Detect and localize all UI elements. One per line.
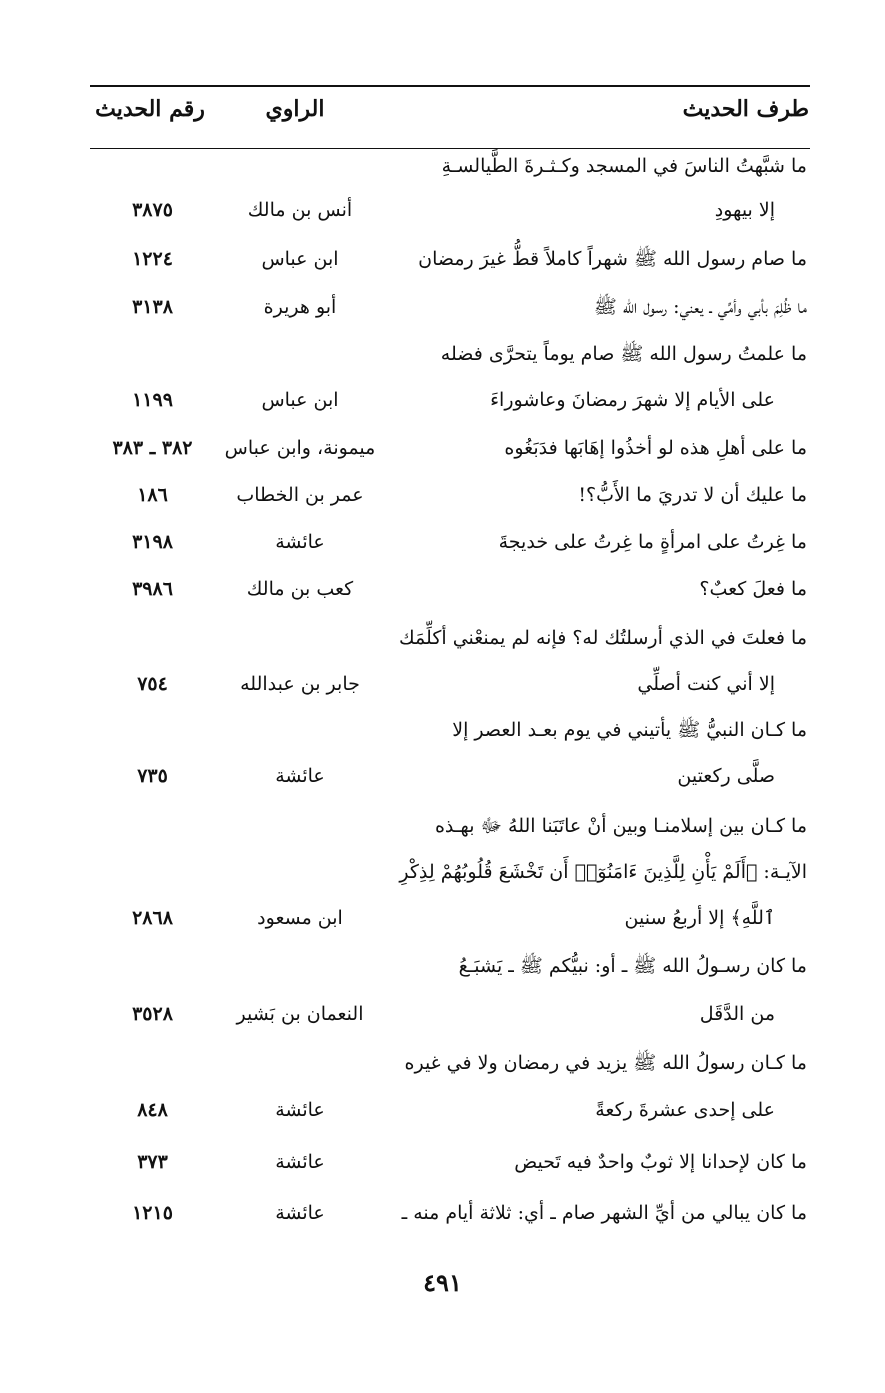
hadith-number: ٧٣٥ xyxy=(137,765,168,787)
narrator: النعمان بن بَشير xyxy=(236,1003,364,1025)
table-row xyxy=(0,1193,885,1233)
top-rule xyxy=(90,85,810,87)
hadith-text: ما علمتُ رسول الله ﷺ صام يوماً يتحرَّى فضله xyxy=(440,343,807,365)
hadith-number: ١١٩٩ xyxy=(132,389,173,411)
table-row xyxy=(0,334,885,374)
hadith-text: ما فعلَ كعبٌ؟ xyxy=(699,578,807,600)
hadith-text: ما شبَّهتُ الناسَ في المسجد وكـثـرةَ الطَّيالسـةِ xyxy=(441,155,807,177)
hadith-text: ما كان رسـولُ الله ﷺ ـ أو: نبيُّكم ﷺ ـ يَشبَـعُ xyxy=(458,955,807,977)
hadith-text: ما كان يبالي من أيِّ الشهر صام ـ أي: ثلاثة أيام منه ـ xyxy=(401,1202,807,1224)
hadith-number: ٣٥٢٨ xyxy=(132,1003,173,1025)
hadith-number: ١٢٢٤ xyxy=(132,248,173,270)
hadith-text: ما على أهلِ هذه لو أخذُوا إهَابَها فدَبَغُوه xyxy=(504,437,807,459)
table-row xyxy=(0,287,885,327)
narrator: أبو هريرة xyxy=(263,296,337,318)
narrator: ابن عباس xyxy=(261,389,339,411)
hadith-text: ما صام رسول الله ﷺ شهراً كاملاً قطُّ غيرَ رمضان xyxy=(418,248,807,270)
hadith-text: الآيـة: ﴿أَلَمْ يَأْنِ لِلَّذِينَ ءَامَنُوٓا۟ أَن تَخْشَعَ قُلُوبُهُمْ لِذِكْرِ xyxy=(399,861,807,883)
table-row xyxy=(0,475,885,515)
narrator: عمر بن الخطاب xyxy=(236,484,364,506)
table-row xyxy=(0,146,885,186)
table-row xyxy=(0,756,885,796)
hadith-text: ما فعلتَ في الذي أرسلتُك له؟ فإنه لم يمنعْني أكلِّمَك xyxy=(399,627,807,649)
hadith-text: ما عليك أن لا تدريَ ما الأَبُّ؟! xyxy=(578,484,807,506)
hadith-number: ٣١٩٨ xyxy=(132,531,173,553)
hadith-text: على الأيام إلا شهرَ رمضانَ وعاشوراءَ xyxy=(490,389,775,411)
hadith-text: ما كـان رسولُ الله ﷺ يزيد في رمضان ولا في غيره xyxy=(404,1052,807,1074)
table-row xyxy=(0,710,885,750)
column-header-rawi: الراوي xyxy=(265,96,325,122)
table-row xyxy=(0,664,885,704)
narrator: جابر بن عبدالله xyxy=(240,673,360,695)
hadith-number: ٣١٣٨ xyxy=(132,296,173,318)
hadith-text: ما ظُلِمَ بأبي وأمِّي ـ يعني: رسول الله ﷺ xyxy=(593,296,807,318)
table-row xyxy=(0,898,885,938)
narrator: عائشة xyxy=(275,1099,325,1121)
hadith-text: على إحدى عشرةَ ركعةً xyxy=(595,1099,775,1121)
hadith-text: ٱللَّهِ﴾ إلا أربعُ سنين xyxy=(624,907,775,929)
hadith-text: صلَّى ركعتين xyxy=(677,765,775,787)
hadith-number: ٣٧٣ xyxy=(137,1151,168,1173)
hadith-number: ٨٤٨ xyxy=(137,1099,168,1121)
hadith-number: ٣٩٨٦ xyxy=(132,578,173,600)
table-row xyxy=(0,994,885,1034)
table-row xyxy=(0,806,885,846)
hadith-text: ما كـان بين إسلامنـا وبين أنْ عاتَبَنا اللهُ ﷻ بهـذه xyxy=(434,815,807,837)
hadith-number: ٧٥٤ xyxy=(137,673,168,695)
table-row xyxy=(0,380,885,420)
narrator: أنس بن مالك xyxy=(247,199,353,221)
table-row xyxy=(0,569,885,609)
hadith-text: ما كان لإحدانا إلا ثوبٌ واحدٌ فيه تَحيض xyxy=(514,1151,807,1173)
table-row xyxy=(0,618,885,658)
table-row xyxy=(0,946,885,986)
table-row xyxy=(0,1043,885,1083)
table-row xyxy=(0,239,885,279)
table-row xyxy=(0,190,885,230)
hadith-text: إلا أني كنت أصلِّي xyxy=(637,673,775,695)
hadith-text: إلا بيهودِ xyxy=(714,199,775,221)
narrator: ابن مسعود xyxy=(257,907,343,929)
table-row xyxy=(0,522,885,562)
narrator: عائشة xyxy=(275,531,325,553)
hadith-number: ١٨٦ xyxy=(137,484,168,506)
narrator: ميمونة، وابن عباس xyxy=(224,437,376,459)
hadith-text: ما غِرتُ على امرأةٍ ما غِرتُ على خديجةَ xyxy=(498,531,807,553)
column-header-number: رقم الحديث xyxy=(95,96,205,122)
hadith-number: ٣٨٢ ـ ٣٨٣ xyxy=(112,437,193,459)
hadith-text: من الدَّقَل xyxy=(699,1003,775,1025)
hadith-number: ٣٨٧٥ xyxy=(132,199,173,221)
column-header-hadith: طرف الحديث xyxy=(682,96,809,122)
table-row xyxy=(0,428,885,468)
table-row xyxy=(0,1090,885,1130)
narrator: عائشة xyxy=(275,1151,325,1173)
narrator: عائشة xyxy=(275,765,325,787)
table-row xyxy=(0,1142,885,1182)
narrator: كعب بن مالك xyxy=(246,578,354,600)
hadith-text: ما كـان النبيُّ ﷺ يأتيني في يوم بعـد العصر إلا xyxy=(452,719,807,741)
hadith-number: ٢٨٦٨ xyxy=(132,907,173,929)
narrator: ابن عباس xyxy=(261,248,339,270)
page-number: ٤٩١ xyxy=(423,1268,462,1297)
table-row xyxy=(0,852,885,892)
hadith-number: ١٢١٥ xyxy=(132,1202,173,1224)
narrator: عائشة xyxy=(275,1202,325,1224)
